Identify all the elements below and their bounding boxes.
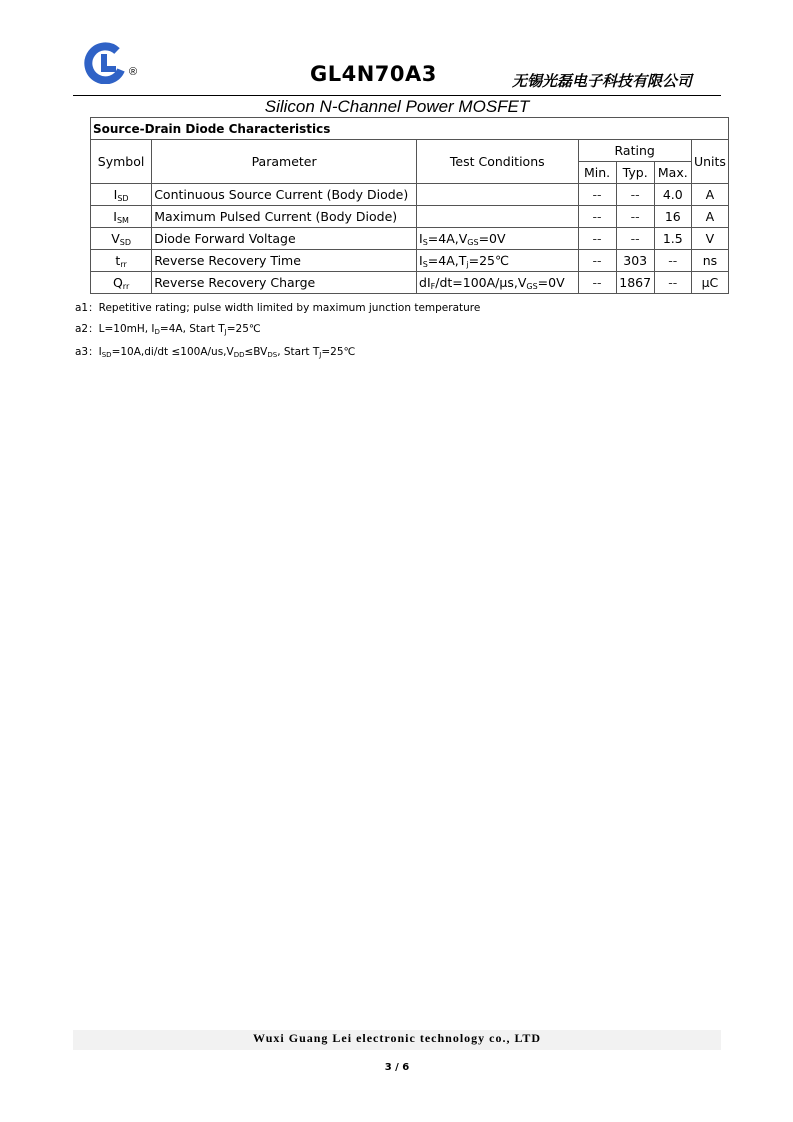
- cell-unit: V: [691, 228, 728, 250]
- page-number: 3 / 6: [384, 1062, 410, 1073]
- table-row: [91, 272, 729, 294]
- source-drain-diode-table: [90, 117, 729, 294]
- header-symbol: Symbol: [91, 140, 152, 184]
- header-test-conditions: Test Conditions: [417, 140, 579, 184]
- company-name-chinese: 无锡光磊电子科技有限公司: [512, 72, 693, 90]
- header-units: Units: [691, 140, 728, 184]
- cell-symbol: $I_{SD}$: [91, 184, 152, 206]
- cell-parameter: Reverse Recovery Time: [152, 250, 417, 272]
- cell-parameter: Diode Forward Voltage: [152, 228, 417, 250]
- table-body: [91, 184, 729, 294]
- cell-symbol: $V_{SD}$: [91, 228, 152, 250]
- cell-unit: A: [691, 184, 728, 206]
- cell-typ: 1867: [616, 272, 654, 294]
- header-min: Min.: [578, 162, 616, 184]
- cell-parameter: Maximum Pulsed Current (Body Diode): [152, 206, 417, 228]
- footnotes: [75, 298, 480, 366]
- cell-min: --: [578, 228, 616, 250]
- table-row: [91, 206, 729, 228]
- cell-test-conditions: [417, 184, 579, 206]
- cell-typ: --: [616, 228, 654, 250]
- cell-min: --: [578, 206, 616, 228]
- cell-test-conditions: $I_S=4A,V_{GS}=0V$: [417, 228, 579, 250]
- cell-unit: ns: [691, 250, 728, 272]
- cell-unit: μC: [691, 272, 728, 294]
- cell-symbol: $Q_{rr}$: [91, 272, 152, 294]
- company-logo: [83, 42, 127, 84]
- cell-max: 4.0: [654, 184, 691, 206]
- cell-min: --: [578, 250, 616, 272]
- header-parameter: Parameter: [152, 140, 417, 184]
- cell-max: --: [654, 272, 691, 294]
- cell-min: --: [578, 184, 616, 206]
- footer-company: Wuxi Guang Lei electronic technology co., LTD: [252, 1031, 542, 1045]
- cell-min: --: [578, 272, 616, 294]
- document-subtitle: Silicon N-Channel Power MOSFET: [264, 97, 530, 116]
- table-row: [91, 250, 729, 272]
- part-number: GL4N70A3: [310, 62, 437, 86]
- cell-symbol: $I_{SM}$: [91, 206, 152, 228]
- table-row: [91, 184, 729, 206]
- cell-test-conditions: [417, 206, 579, 228]
- cell-typ: 303: [616, 250, 654, 272]
- cell-typ: --: [616, 184, 654, 206]
- cell-test-conditions: $dI_F/dt=100A/\mu s,V_{GS}=0V$: [417, 272, 579, 294]
- footnote: a2：L=10mH, $I_D=4A$, Start $T_J=25℃$: [75, 322, 261, 336]
- registered-mark: ®: [129, 66, 138, 78]
- footnote: a3：$I_{SD}=10A,di/dt \le 100A/us,V_{DD}\le BV_{DS}$, Start $T_J=25℃$: [75, 346, 356, 359]
- cell-typ: --: [616, 206, 654, 228]
- cell-symbol: $t_{rr}$: [91, 250, 152, 272]
- cell-parameter: Continuous Source Current (Body Diode): [152, 184, 417, 206]
- cell-unit: A: [691, 206, 728, 228]
- table-row: [91, 228, 729, 250]
- cell-test-conditions: $I_S=4A,T_j=25℃$: [417, 250, 579, 272]
- cell-max: 16: [654, 206, 691, 228]
- header-typ: Typ.: [616, 162, 654, 184]
- cell-parameter: Reverse Recovery Charge: [152, 272, 417, 294]
- cell-max: 1.5: [654, 228, 691, 250]
- header-divider: [73, 95, 721, 96]
- header-rating: Rating: [578, 140, 691, 162]
- cell-max: --: [654, 250, 691, 272]
- section-title: Source-Drain Diode Characteristics: [91, 118, 729, 140]
- header-max: Max.: [654, 162, 691, 184]
- footnote: a1：Repetitive rating; pulse width limited by maximum junction temperature: [75, 302, 481, 314]
